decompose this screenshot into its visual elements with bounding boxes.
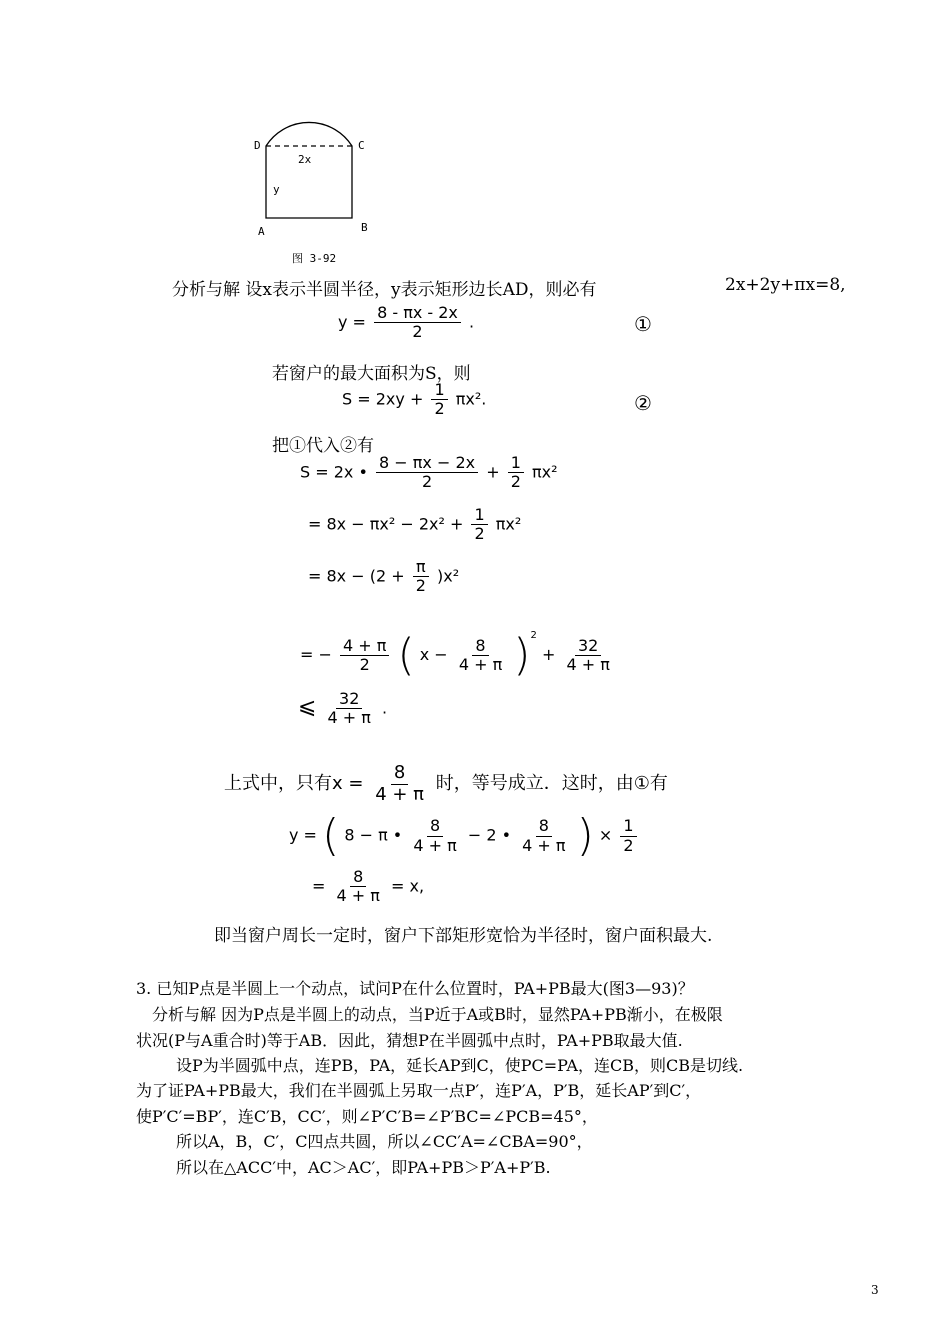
derivation-line-2: = 8x − πx² − 2x² + $\frac{1}{2}$ πx²: [308, 505, 522, 544]
figure-label-d: D: [254, 139, 261, 152]
equation-2: S = 2xy + $\frac{1}{2}$ πx².: [342, 380, 487, 419]
marker-2: ②: [634, 391, 652, 415]
equation-1: y = $\frac{8 - \pi x - 2x}{2}$ .: [338, 303, 475, 342]
derivation-line-1: S = 2x • $\frac{8 - \pi x - 2x}{2}$ + $\frac{1}{2}$ πx²: [300, 453, 558, 492]
equality-intro: 上式中，只有x = $\frac{8}{4 + \pi}$ 时，等号成立．这时，由①有: [224, 762, 668, 805]
perimeter-equation: 2x+2y+πx=8,: [725, 275, 846, 295]
substitution-line: 把①代入②有: [272, 436, 374, 456]
y-equation: y = ( 8 − π • $\frac{8}{4 + \pi}$ − 2 • $\frac{8}{4 + \pi}$ ) × $\frac{1}{2}$: [289, 814, 640, 858]
problem-3-line-4: 为了证PA+PB最大，我们在半圆弧上另取一点P′，连P′A，P′B，延长AP′到C′，: [136, 1081, 702, 1100]
problem-3-line-2: 状况(P与A重合时)等于AB．因此，猜想P在半圆弧中点时，PA+PB取最大值.: [136, 1031, 683, 1050]
derivation-line-4: = − $\frac{4 + \pi}{2}$ ( x − $\frac{8}{4 + \pi}$ )$^2$ + $\frac{32}{4 + \pi}$: [300, 629, 610, 681]
window-figure: [250, 90, 390, 265]
derivation-line-5: ⩽ $\frac{32}{4 + \pi}$ .: [298, 689, 388, 728]
figure-label-a: A: [258, 225, 265, 238]
figure-label-2x: 2x: [298, 153, 312, 166]
conclusion-1: 即当窗户周长一定时，窗户下部矩形宽恰为半径时，窗户面积最大.: [214, 926, 713, 946]
figure-label-y: y: [273, 183, 280, 196]
derivation-line-3: = 8x − (2 + $\frac{\pi}{2}$ )x²: [308, 557, 460, 596]
analysis-intro: 分析与解 设x表示半圆半径，y表示矩形边长AD，则必有: [172, 280, 597, 300]
figure-outline: [266, 122, 352, 218]
figure-label-b: B: [361, 221, 368, 234]
problem-3-question: 3. 已知P点是半圆上一个动点，试问P在什么位置时，PA+PB最大(图3—93)？: [136, 979, 694, 998]
problem-3-line-3: 设P为半圆弧中点，连PB，PA，延长AP到C，使PC=PA，连CB，则CB是切线.: [176, 1056, 744, 1075]
y-result: = $\frac{8}{4 + \pi}$ = x,: [312, 867, 425, 906]
problem-3-line-5: 使P′C′=BP′，连C′B，CC′，则∠P′C′B=∠P′BC=∠PCB=45°，: [136, 1107, 598, 1126]
problem-3-line-1: 分析与解 因为P点是半圆上的动点，当P近于A或B时，显然PA+PB渐小，在极限: [152, 1005, 723, 1024]
page-number: 3: [871, 1283, 879, 1297]
figure-label-c: C: [358, 139, 365, 152]
problem-3-line-7: 所以在△ACC′中，AC＞AC′，即PA+PB＞P′A+P′B.: [176, 1158, 551, 1177]
max-area-line: 若窗户的最大面积为S，则: [272, 364, 471, 384]
problem-3-line-6: 所以A，B，C′，C四点共圆，所以∠CC′A=∠CBA=90°，: [176, 1132, 593, 1151]
figure-caption: 图 3-92: [292, 252, 337, 265]
marker-1: ①: [634, 312, 652, 336]
